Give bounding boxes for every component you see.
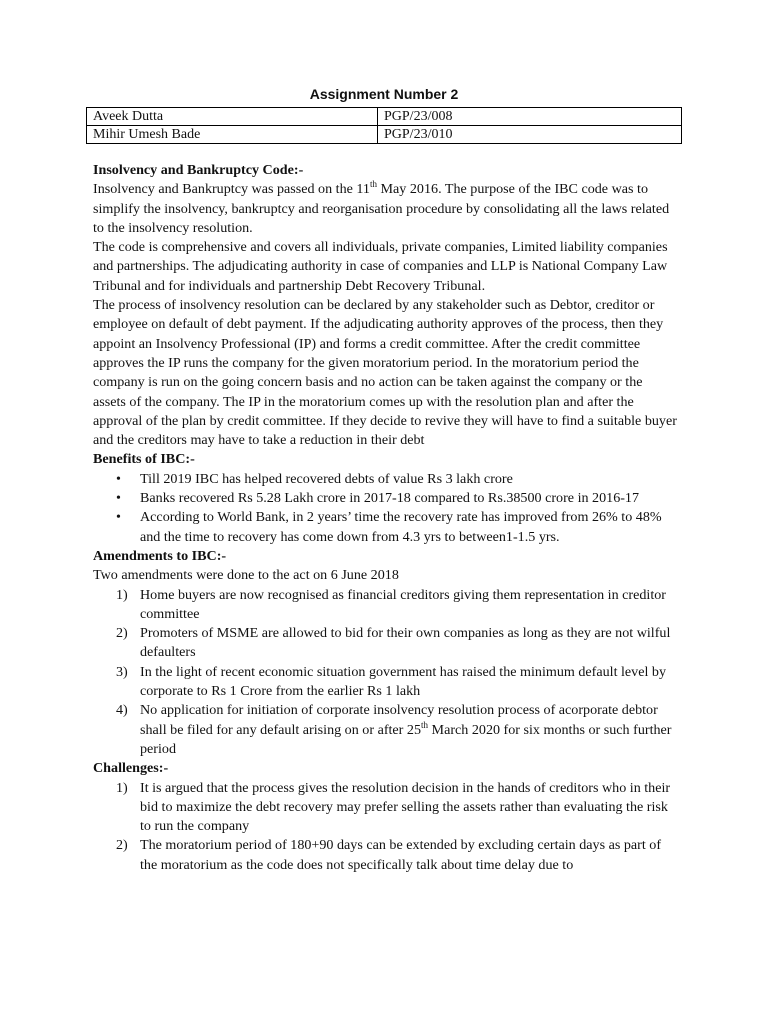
list-item — [93, 624, 678, 663]
benefits-list — [93, 470, 678, 547]
list-item-text: Home buyers are now recognised as financial creditors giving them representation in creditor committee — [140, 586, 666, 622]
table-row — [87, 126, 682, 144]
list-item — [93, 470, 678, 489]
list-item-text: Till 2019 IBC has helped recovered debts of value Rs 3 lakh crore — [140, 470, 513, 487]
ibc-paragraph-1 — [93, 180, 678, 238]
list-item-text: In the light of recent economic situation government has raised the minimum default level by corporate to Rs 1 Crore from the earlier Rs 1 lakh — [140, 663, 667, 700]
list-item — [93, 489, 678, 508]
list-item-text: Promoters of MSME are allowed to bid for their own companies as long as they are not wilful defaulters — [140, 625, 671, 661]
list-number: 1) — [116, 779, 128, 796]
list-item — [93, 836, 678, 875]
members-table — [86, 107, 682, 144]
bullet-marker: • — [116, 490, 121, 507]
text-span: Insolvency and Bankruptcy was passed on the 11 — [93, 181, 370, 198]
member-id: PGP/23/010 — [378, 126, 682, 144]
member-name: Aveek Dutta — [87, 108, 378, 126]
list-item-text: No application for initiation of corporate insolvency resolution process of acorporate debtor shall be filed for any default arising on or after 25 — [140, 702, 658, 738]
benefits-heading: Benefits of IBC:- — [93, 451, 195, 468]
list-item — [93, 586, 678, 625]
document-body — [93, 161, 678, 875]
amendments-heading: Amendments to IBC:- — [93, 547, 227, 564]
list-item-text: March 2020 for six months or such further period — [140, 721, 672, 757]
list-number: 1) — [116, 586, 128, 603]
member-name: Mihir Umesh Bade — [87, 126, 378, 144]
table-row — [87, 108, 682, 126]
ibc-paragraph-2: The code is comprehensive and covers all individuals, private companies, Limited liability companies and partnerships. The adjudicating authority in case of companies and LLP is National Company Law Tribunal and for individuals and partnership Debt Recovery Tribunal. — [93, 239, 668, 294]
list-number: 3) — [116, 663, 128, 680]
list-item — [93, 701, 678, 759]
amendments-intro: Two amendments were done to the act on 6 June 2018 — [93, 567, 399, 584]
text-span: May 2016. The purpose of the IBC code was to simplify the insolvency, bankruptcy and reorganisation procedure by consolidating all the laws related to the insolvency resolution. — [93, 181, 670, 236]
bullet-marker: • — [116, 470, 121, 487]
list-number: 4) — [116, 702, 128, 719]
superscript: th — [369, 179, 377, 190]
challenges-list — [93, 779, 678, 875]
ibc-heading: Insolvency and Bankruptcy Code:- — [93, 162, 304, 178]
list-item-text: Banks recovered Rs 5.28 Lakh crore in 2017-18 compared to Rs.38500 crore in 2016-17 — [140, 490, 640, 507]
member-id: PGP/23/008 — [378, 108, 682, 126]
list-item — [93, 779, 678, 837]
list-item-text: According to World Bank, in 2 years’ time the recovery rate has improved from 26% to 48% and the time to recovery has come down from 4.3 yrs to between1-1.5 yrs. — [140, 509, 662, 545]
superscript: th — [421, 719, 429, 730]
list-item-text: The moratorium period of 180+90 days can be extended by excluding certain days as part of the moratorium as the code does not specifically talk about time delay due to — [140, 837, 662, 873]
assignment-title: Assignment Number 2 — [309, 86, 459, 102]
list-number: 2) — [116, 625, 128, 642]
list-item — [93, 663, 678, 702]
list-item — [93, 508, 678, 547]
list-item-text: It is argued that the process gives the resolution decision in the hands of creditors who in their bid to maximize the debt recovery may prefer selling the assets rather than evaluating the risk to run the company — [140, 779, 671, 835]
amendments-list — [93, 586, 678, 760]
bullet-marker: • — [116, 509, 121, 526]
challenges-heading: Challenges:- — [93, 760, 169, 777]
ibc-paragraph-3: The process of insolvency resolution can be declared by any stakeholder such as Debtor, creditor or employee on default of debt payment. If the adjudicating authority approves of the process, then they appoint an Insolvency Professional (IP) and forms a credit committee. After the credit committee approves the IP runs the company for the given moratorium period. In the moratorium period the company is run on the going concern basis and no action can be taken against the company or the assets of the company. The IP in the moratorium comes up with the resolution plan and after the approval of the plan by credit committee. If they decide to revive they will have to find a suitable buyer and the creditors may have to take a reduction in their debt — [93, 297, 677, 449]
list-number: 2) — [116, 837, 128, 854]
